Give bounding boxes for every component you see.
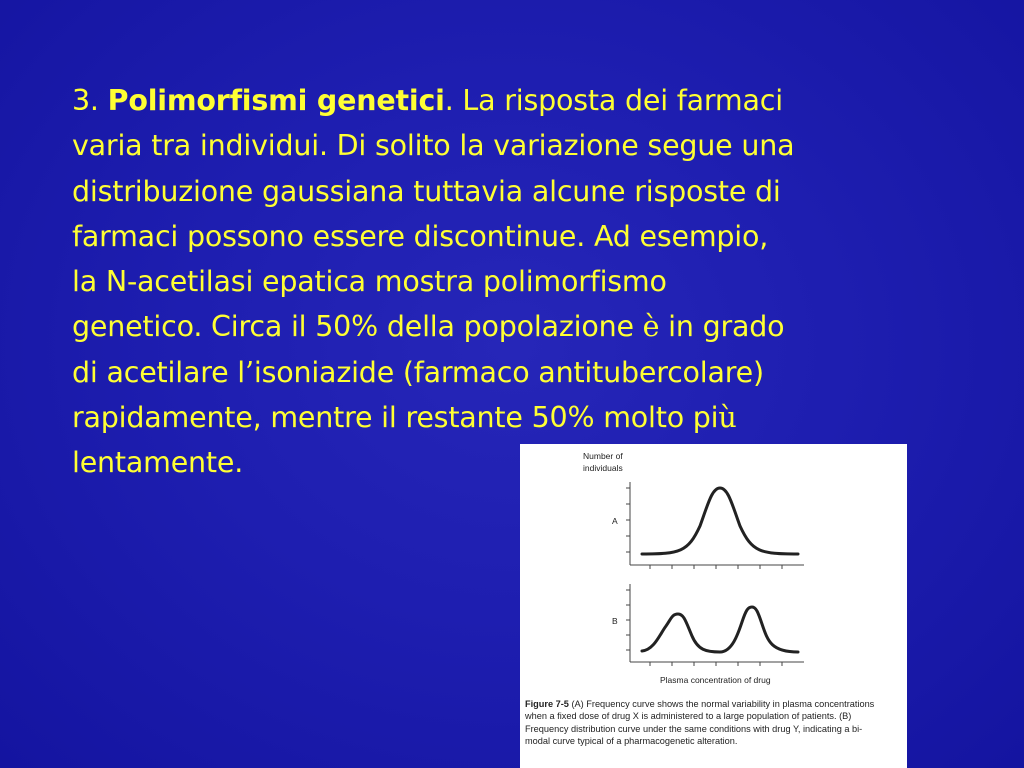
panel-b-axes — [626, 584, 804, 666]
text-line-8 — [72, 395, 952, 440]
panel-a-label: A — [612, 516, 618, 526]
frequency-distribution-figure — [520, 444, 907, 768]
figure-caption — [525, 698, 903, 748]
text-line-6-accent: è — [642, 310, 660, 344]
text-line-7-a: di acetilare l — [72, 355, 246, 389]
y-axis-label-line-1: Number of — [583, 451, 623, 461]
text-line-8-a: rapidamente, mentre il restante 50% molto pi — [72, 401, 719, 435]
text-line-7 — [72, 350, 952, 395]
x-axis-label: Plasma concentration of drug — [660, 675, 771, 685]
text-line-1 — [72, 78, 952, 123]
y-axis-label-line-2: individuals — [583, 463, 623, 473]
panel-a-unimodal-curve — [642, 488, 798, 554]
caption-line-4: modal curve typical of a pharmacogenetic alteration. — [525, 736, 738, 747]
text-line-6 — [72, 304, 952, 349]
text-line-6-a: genetico. Circa il 50% della popolazione — [72, 310, 643, 344]
text-line-6-c: in grado — [659, 310, 785, 344]
text-line-2: varia tra individui. Di solito la variazione segue una — [72, 129, 795, 163]
caption-line-2: when a fixed dose of drug X is administered to a large population of patients. (B) — [525, 711, 852, 722]
text-line-1-rest: . La risposta dei farmaci — [444, 84, 783, 117]
text-line-3: distribuzione gaussiana tuttavia alcune risposte di — [72, 174, 781, 208]
section-heading: Polimorfismi genetici — [107, 84, 445, 117]
item-number: 3. — [72, 84, 108, 117]
text-line-8-accent: ù — [718, 401, 737, 435]
panel-b-bimodal-curve — [642, 607, 798, 652]
caption-line-1-text: (A) Frequency curve shows the normal variability in plasma concentrations — [571, 699, 875, 709]
panel-b-label: B — [612, 616, 618, 626]
panel-a-axes — [626, 482, 804, 569]
text-line-7-c: isoniazide (farmaco antitubercolare) — [253, 355, 764, 389]
caption-line-3: Frequency distribution curve under the same conditions with drug Y, indicating a bi- — [525, 723, 863, 734]
text-line-4: farmaci possono essere discontinue. Ad esempio, — [72, 219, 769, 253]
figure-number: Figure 7-5 — [525, 699, 569, 709]
text-line-7-apostrophe: ’ — [245, 355, 254, 389]
text-line-9: lentamente. — [72, 446, 244, 480]
slide-body-text — [72, 78, 952, 486]
caption-line-1 — [525, 698, 903, 710]
text-line-5: la N-acetilasi epatica mostra polimorfismo — [72, 265, 667, 299]
